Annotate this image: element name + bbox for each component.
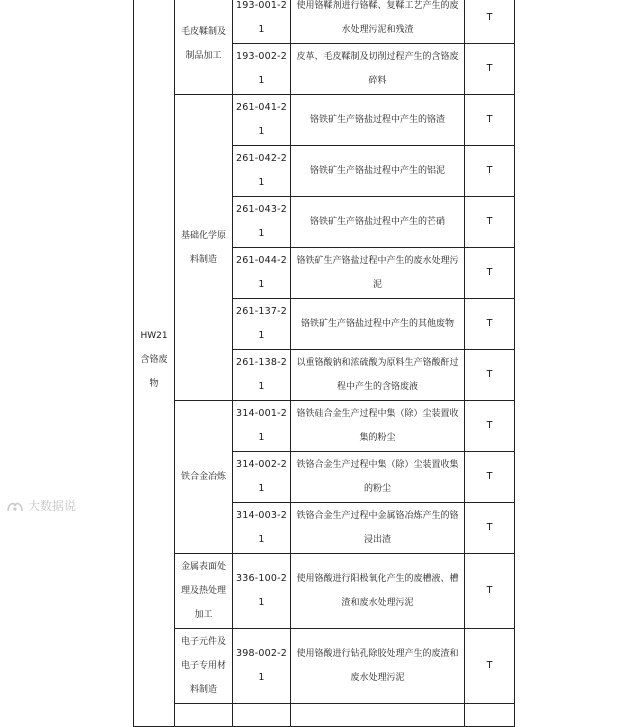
waste-code-cell: 314-001-21 bbox=[233, 401, 291, 452]
category-name: 含铬废物 bbox=[140, 354, 168, 389]
table-body bbox=[134, 0, 515, 727]
table-row bbox=[134, 0, 515, 44]
hazard-characteristic-cell: T bbox=[465, 0, 515, 44]
category-cell bbox=[134, 0, 175, 727]
hazard-characteristic-cell: T bbox=[465, 197, 515, 248]
industry-cell: 电子元件及电子专用材料制造 bbox=[175, 629, 233, 704]
hazard-characteristic-cell: T bbox=[465, 95, 515, 146]
hazard-characteristic-cell: T bbox=[465, 503, 515, 554]
waste-code-cell: 398-002-21 bbox=[233, 629, 291, 704]
industry-cell: 金属表面处理及热处理加工 bbox=[175, 554, 233, 629]
table-cell bbox=[175, 704, 233, 727]
waste-description-cell: 铬铁矿生产铬盐过程中产生的铬渣 bbox=[291, 95, 465, 146]
waste-code-cell: 261-137-21 bbox=[233, 299, 291, 350]
waste-code-cell: 314-003-21 bbox=[233, 503, 291, 554]
industry-cell: 铁合金冶炼 bbox=[175, 401, 233, 554]
hazard-characteristic-cell: T bbox=[465, 350, 515, 401]
category-code: HW21 bbox=[140, 330, 168, 341]
table-cell bbox=[465, 704, 515, 727]
waste-code-cell: 261-042-21 bbox=[233, 146, 291, 197]
industry-cell: 毛皮鞣制及制品加工 bbox=[175, 0, 233, 95]
hazardous-waste-table bbox=[133, 0, 515, 727]
table-row bbox=[134, 95, 515, 146]
waste-code-cell: 261-043-21 bbox=[233, 197, 291, 248]
waste-description-cell: 使用铬鞣剂进行铬鞣、复鞣工艺产生的废水处理污泥和残渣 bbox=[291, 0, 465, 44]
industry-cell: 基础化学原料制造 bbox=[175, 95, 233, 401]
table-row bbox=[134, 554, 515, 629]
hazard-characteristic-cell: T bbox=[465, 554, 515, 629]
table-row bbox=[134, 401, 515, 452]
table-cell bbox=[291, 704, 465, 727]
watermark bbox=[6, 497, 76, 514]
hazard-characteristic-cell: T bbox=[465, 248, 515, 299]
waste-description-cell: 以重铬酸钠和浓硫酸为原料生产铬酸酐过程中产生的含铬废液 bbox=[291, 350, 465, 401]
waste-code-cell: 261-041-21 bbox=[233, 95, 291, 146]
waste-description-cell: 铁铬合金生产过程中集（除）尘装置收集的粉尘 bbox=[291, 452, 465, 503]
waste-description-cell: 铁铬合金生产过程中金属铬冶炼产生的铬浸出渣 bbox=[291, 503, 465, 554]
waste-code-cell: 193-002-21 bbox=[233, 44, 291, 95]
waste-description-cell: 皮革、毛皮鞣制及切削过程产生的含铬废碎料 bbox=[291, 44, 465, 95]
waste-description-cell: 铬铁矿生产铬盐过程中产生的其他废物 bbox=[291, 299, 465, 350]
waste-description-cell: 使用铬酸进行钻孔除胶处理产生的废渣和废水处理污泥 bbox=[291, 629, 465, 704]
waste-code-cell: 261-138-21 bbox=[233, 350, 291, 401]
waste-description-cell: 使用铬酸进行阳极氧化产生的废槽液、槽渣和废水处理污泥 bbox=[291, 554, 465, 629]
waste-description-cell: 铬铁矿生产铬盐过程中产生的芒硝 bbox=[291, 197, 465, 248]
hazard-characteristic-cell: T bbox=[465, 452, 515, 503]
hazard-characteristic-cell: T bbox=[465, 299, 515, 350]
logo-icon bbox=[6, 499, 24, 513]
waste-code-cell: 336-100-21 bbox=[233, 554, 291, 629]
hazard-characteristic-cell: T bbox=[465, 146, 515, 197]
waste-description-cell: 铬铁矿生产铬盐过程中产生的铝泥 bbox=[291, 146, 465, 197]
hazard-characteristic-cell: T bbox=[465, 44, 515, 95]
watermark-text: 大数据说 bbox=[28, 499, 77, 513]
waste-description-cell: 铬铁硅合金生产过程中集（除）尘装置收集的粉尘 bbox=[291, 401, 465, 452]
waste-code-cell: 193-001-21 bbox=[233, 0, 291, 44]
waste-description-cell: 铬铁矿生产铬盐过程中产生的废水处理污泥 bbox=[291, 248, 465, 299]
table-row bbox=[134, 704, 515, 727]
waste-code-cell: 261-044-21 bbox=[233, 248, 291, 299]
waste-code-cell: 314-002-21 bbox=[233, 452, 291, 503]
hazard-characteristic-cell: T bbox=[465, 629, 515, 704]
hazard-characteristic-cell: T bbox=[465, 401, 515, 452]
table-cell bbox=[233, 704, 291, 727]
table-row bbox=[134, 629, 515, 704]
